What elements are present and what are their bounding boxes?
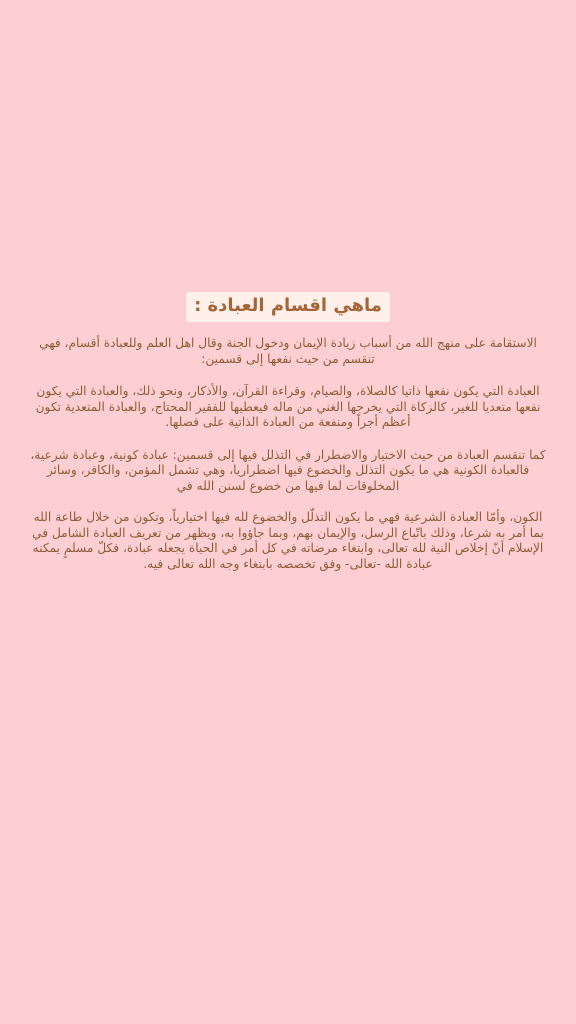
title-container xyxy=(0,292,576,322)
paragraph-self-vs-transitive: العبادة التي يكون نفعها ذاتيا كالصلاة، والصيام، وقراءة القرآن، والأذكار، ونحو ذلك، والعبادة التي يكون نفعها متعديا للغير، كالزكاة التي يخرجها الغني من ماله فيعطيها للفقير المحتاج، والعبادة المتعدية تكون أعظم أجراً ومنفعة من العبادة الذاتية على فضلها. xyxy=(35,384,541,429)
paragraph-legal-worship: الكون، وأمّا العبادة الشرعية فهي ما يكون التذلّل والخضوع لله فيها اختيارياً، وتكون من خلال طاعة الله بما أمر به شرعا، وذلك باتّباع الرسل، والإيمان بهم، وبما جاؤوا به، ويظهر من تعريف العبادة الشامل في الإسلام أنّ إخلاص النية لله تعالى، وابتغاء مرضاته في كل أمر في الحياة يجعله عبادة، فكلّ مسلمٍ يمكنه عبادة الله -تعالى- وفق تخصصه بابتغاء وجه الله تعالى فيه. xyxy=(32,510,544,571)
page-title: ماهي اقسام العبادة : xyxy=(186,292,390,322)
paragraph-intro: الاستقامة على منهج الله من أسباب زيادة الإيمان ودخول الجنة وقال اهل العلم وللعبادة أقسام، فهي تنقسم من حيث نفعها إلى قسمين: xyxy=(39,336,537,366)
article-body xyxy=(26,336,550,589)
paragraph-cosmic-vs-legal: كما تنقسم العبادة من حيث الاختيار والاضطرار في التذلل فيها إلى قسمين: عبادة كونية، وعبادة شرعية، فالعبادة الكونية هي ما يكون التذلل والخضوع فيها اضطراريا، وهي تشمل المؤمن، والكافر، وسائر المخلوقات لما فيها من خضوع لسنن الله في xyxy=(30,447,546,493)
